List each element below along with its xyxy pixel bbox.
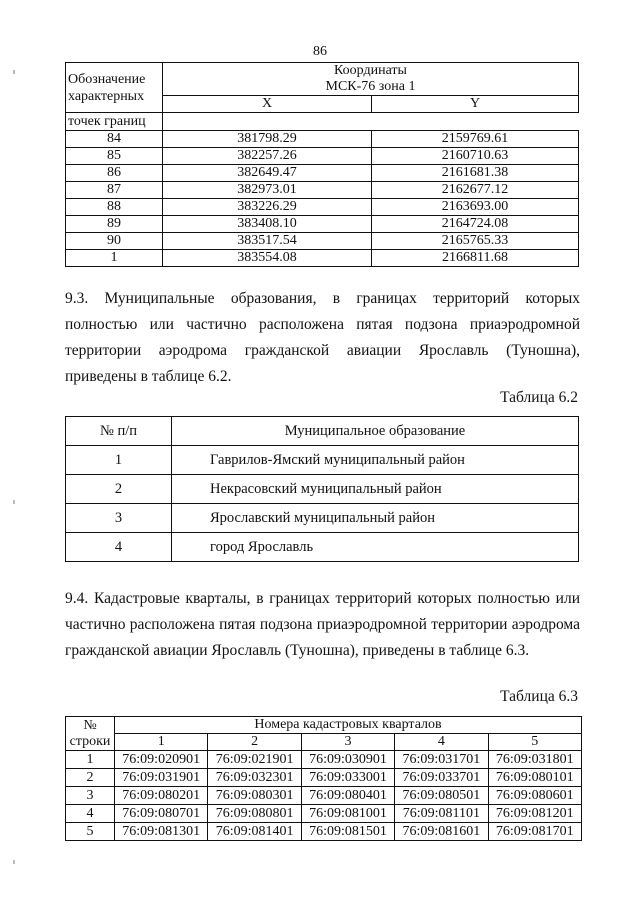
table-row (66, 769, 582, 787)
municipalities-table (65, 416, 579, 562)
row-name: город Ярославль (172, 533, 579, 562)
paragraph-9-4: 9.4. Кадастровые кварталы, в границах территорий которых полностью или частично расположена пятая подзона приаэродромной территории аэродрома гражданской авиации Ярославль (Туношна), приведены в таблице 6.3. (65, 590, 580, 659)
cadastral-number-cell: 76:09:081701 (488, 823, 581, 841)
header-idx-line: № (83, 717, 97, 733)
cadastral-number-cell: 76:09:080301 (208, 787, 301, 805)
column-header: 4 (395, 734, 488, 751)
point-cell: 86 (66, 165, 163, 182)
scan-binding-mark (13, 70, 15, 74)
y-cell: 2163693.00 (372, 199, 579, 216)
cadastral-number-cell: 76:09:030901 (301, 751, 394, 769)
table-row (66, 805, 582, 823)
cadastral-number-cell: 76:09:080801 (208, 805, 301, 823)
table-row (66, 182, 579, 199)
header-coords-line: Координаты (334, 63, 407, 78)
header-point-cell (66, 63, 163, 113)
cadastral-number-cell: 76:09:031901 (115, 769, 208, 787)
y-cell: 2162677.12 (372, 182, 579, 199)
y-cell: 2164724.08 (372, 216, 579, 233)
cadastral-number-cell: 76:09:021901 (208, 751, 301, 769)
row-idx: 3 (66, 787, 115, 805)
cadastral-number-cell: 76:09:080401 (301, 787, 394, 805)
table-row (66, 148, 579, 165)
y-cell: 2161681.38 (372, 165, 579, 182)
point-cell: 84 (66, 131, 163, 148)
header-y: Y (372, 96, 579, 113)
header-idx-cell (66, 717, 115, 751)
table-6-3-caption: Таблица 6.3 (500, 688, 578, 705)
point-cell: 87 (66, 182, 163, 199)
cadastral-number-cell: 76:09:031801 (488, 751, 581, 769)
column-header: 1 (115, 734, 208, 751)
row-num: 1 (66, 446, 172, 475)
point-cell: 1 (66, 250, 163, 267)
cadastral-number-cell: 76:09:080201 (115, 787, 208, 805)
x-cell: 383517.54 (163, 233, 372, 250)
x-cell: 382973.01 (163, 182, 372, 199)
page-number: 86 (313, 44, 327, 59)
cadastral-number-cell: 76:09:080701 (115, 805, 208, 823)
cadastral-number-cell: 76:09:081201 (488, 805, 581, 823)
cadastral-number-cell: 76:09:080501 (395, 787, 488, 805)
y-cell: 2160710.63 (372, 148, 579, 165)
cadastral-number-cell: 76:09:032301 (208, 769, 301, 787)
scan-binding-mark (13, 500, 15, 504)
cadastral-number-cell: 76:09:033001 (301, 769, 394, 787)
header-x: X (163, 96, 372, 113)
y-cell: 2166811.68 (372, 250, 579, 267)
cadastral-number-cell: 76:09:031701 (395, 751, 488, 769)
header-idx-line: строки (69, 733, 111, 749)
cadastral-number-cell: 76:09:081401 (208, 823, 301, 841)
table-row (66, 533, 579, 562)
point-cell: 85 (66, 148, 163, 165)
x-cell: 383408.10 (163, 216, 372, 233)
table-row (66, 165, 579, 182)
x-cell: 382257.26 (163, 148, 372, 165)
x-cell: 381798.29 (163, 131, 372, 148)
point-cell: 88 (66, 199, 163, 216)
table-row (66, 250, 579, 267)
cadastral-number-cell: 76:09:020901 (115, 751, 208, 769)
y-cell: 2165765.33 (372, 233, 579, 250)
table-row (66, 751, 582, 769)
cadastral-table (65, 716, 582, 841)
table-row (66, 446, 579, 475)
point-cell: 89 (66, 216, 163, 233)
header-point-line: характерных (68, 88, 145, 104)
cadastral-number-cell: 76:09:081501 (301, 823, 394, 841)
column-header: 5 (488, 734, 581, 751)
cadastral-number-cell: 76:09:081001 (301, 805, 394, 823)
row-name: Гаврилов-Ямский муниципальный район (172, 446, 579, 475)
row-idx: 5 (66, 823, 115, 841)
header-point-line: точек границ (66, 113, 163, 131)
table-row (66, 199, 579, 216)
scan-binding-mark (13, 860, 15, 864)
column-header: 3 (301, 734, 394, 751)
x-cell: 382649.47 (163, 165, 372, 182)
cadastral-number-cell: 76:09:080101 (488, 769, 581, 787)
header-coords-cell (163, 63, 579, 96)
header-name: Муниципальное образование (172, 417, 579, 446)
table-row (66, 823, 582, 841)
cadastral-number-cell: 76:09:081301 (115, 823, 208, 841)
cadastral-number-cell: 76:09:081601 (395, 823, 488, 841)
row-num: 4 (66, 533, 172, 562)
cadastral-number-cell: 76:09:033701 (395, 769, 488, 787)
table-row (66, 216, 579, 233)
table-row (66, 787, 582, 805)
cadastral-number-cell: 76:09:080601 (488, 787, 581, 805)
paragraph-9-3: 9.3. Муниципальные образования, в границах территорий которых полностью или частично расположена пятая подзона приаэродромной территории аэродрома гражданской авиации Ярославль (Туношна), приведены в таблице 6.2. (65, 290, 580, 385)
y-cell: 2159769.61 (372, 131, 579, 148)
row-idx: 1 (66, 751, 115, 769)
table-6-2-caption: Таблица 6.2 (500, 389, 578, 406)
row-idx: 2 (66, 769, 115, 787)
coordinates-table (65, 62, 579, 267)
table-row (66, 233, 579, 250)
row-name: Ярославский муниципальный район (172, 504, 579, 533)
row-num: 2 (66, 475, 172, 504)
x-cell: 383554.08 (163, 250, 372, 267)
header-coords-line: МСК-76 зона 1 (325, 79, 416, 94)
row-name: Некрасовский муниципальный район (172, 475, 579, 504)
header-group: Номера кадастровых кварталов (115, 717, 582, 734)
row-idx: 4 (66, 805, 115, 823)
cadastral-number-cell: 76:09:081101 (395, 805, 488, 823)
x-cell: 383226.29 (163, 199, 372, 216)
table-row (66, 131, 579, 148)
header-point-line: Обозначение (68, 71, 146, 87)
column-header: 2 (208, 734, 301, 751)
header-num: № п/п (66, 417, 172, 446)
point-cell: 90 (66, 233, 163, 250)
table-row (66, 475, 579, 504)
row-num: 3 (66, 504, 172, 533)
table-row (66, 504, 579, 533)
